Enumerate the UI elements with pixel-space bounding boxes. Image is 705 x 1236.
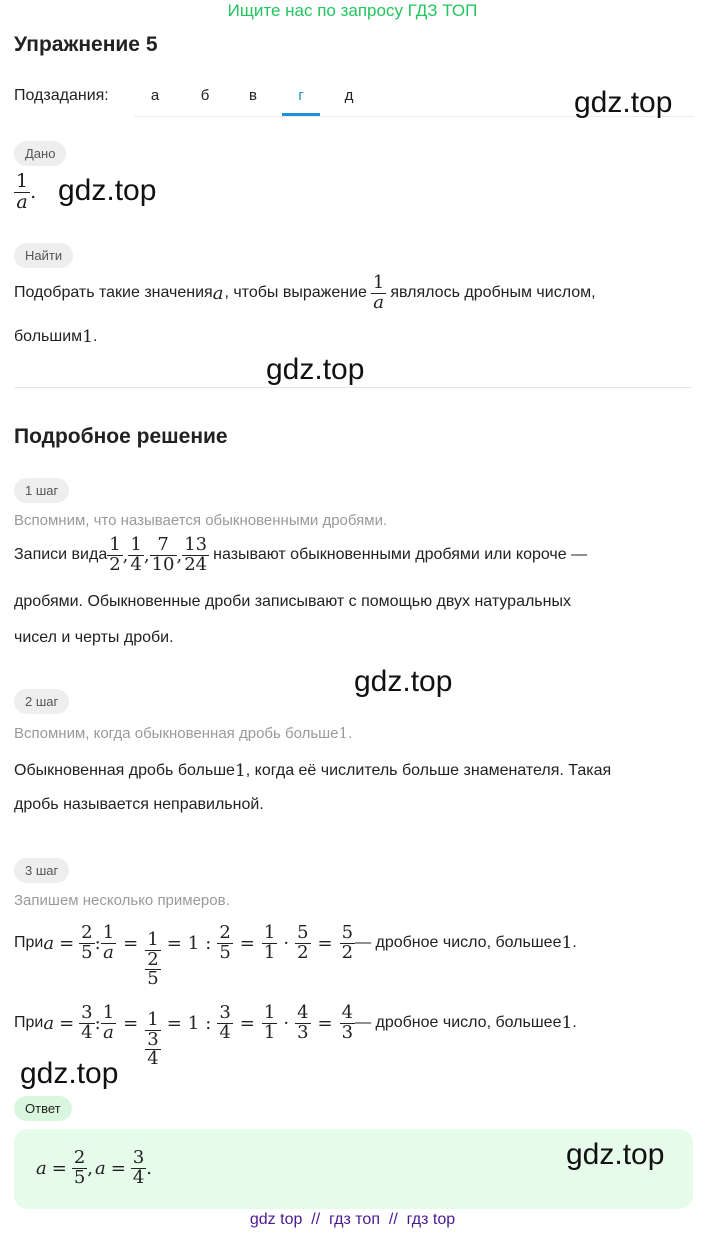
given-tag: Дано <box>14 141 66 166</box>
a-numerator: 2 <box>81 921 93 943</box>
watermark: gdz.top <box>354 665 453 698</box>
example-one: 1 <box>561 933 573 953</box>
step2-hint <box>14 724 352 742</box>
fraction-numerator: 1 <box>109 534 121 555</box>
step1-tag: 1 шаг <box>14 478 69 503</box>
find-numerator: 1 <box>372 272 385 293</box>
tab-g[interactable]: г <box>282 80 320 116</box>
answer-numerator: 3 <box>132 1147 145 1168</box>
watermark: gdz.top <box>58 174 157 207</box>
example-end: . <box>572 934 577 951</box>
tab-a[interactable]: а <box>150 87 160 104</box>
step1-after: называют обыкновенными дробями или короче — <box>213 546 588 564</box>
find-text-b: , чтобы выражение <box>224 284 367 302</box>
find-var: a <box>212 282 224 304</box>
step2-one: 1 <box>234 761 246 781</box>
tab-d[interactable]: д <box>344 87 354 104</box>
given-dot: . <box>30 181 37 204</box>
step1-line3: чисел и черты дроби. <box>14 629 174 646</box>
find-denominator: a <box>373 291 384 313</box>
step2-line2: дробь называется неправильной. <box>14 796 264 813</box>
step2-line1 <box>14 761 611 781</box>
find-one: 1 <box>82 327 93 347</box>
a-numerator: 3 <box>81 1001 93 1023</box>
subtasks-label: Подзадания: <box>14 87 109 104</box>
fraction-numerator: 1 <box>130 534 142 555</box>
fraction-denominator: 10 <box>151 553 175 575</box>
find-text-line1 <box>14 274 596 313</box>
given-denominator: a <box>16 190 28 213</box>
find-text-d: большим <box>14 328 83 345</box>
example-1: При a = $\frac{2}{5}$ : $\frac{1}{a}$ = $\frac{1}{\frac{2}{5}}$ = 1 : $\frac{2}{5}$ = $\frac{1}{1}$ · $\frac{5}{2}$ = $\frac{5}{2}$ — дробное число, большее 1 . <box>14 921 577 990</box>
given-expression <box>14 172 36 213</box>
example-tail: — дробное число, большее <box>355 1014 562 1031</box>
find-text-c: являлось дробным числом, <box>390 284 596 302</box>
step2-text-a: Обыкновенная дробь больше <box>14 762 235 779</box>
given-numerator: 1 <box>16 170 29 192</box>
fraction-numerator: 7 <box>157 534 169 555</box>
find-text-e: . <box>92 328 98 345</box>
step2-tag: 2 шаг <box>14 689 69 714</box>
step2-hint-text: Вспомним, когда обыкновенная дробь больше <box>14 724 339 742</box>
answer-numerator: 2 <box>73 1147 86 1168</box>
exercise-title: Упражнение 5 <box>14 33 158 56</box>
watermark: gdz.top <box>20 1057 119 1090</box>
find-text-a: Подобрать такие значения <box>14 284 213 302</box>
example-one: 1 <box>561 1013 573 1033</box>
example-end: . <box>572 1014 577 1031</box>
step1-line1: Записи вида $\frac{1}{2}$ , $\frac{1}{4}$ , $\frac{7}{10}$ , $\frac{13}{24}$ называют обыкновенными дробями или короче — <box>14 534 588 575</box>
find-fraction <box>371 274 386 313</box>
fraction-denominator: 2 <box>109 553 121 575</box>
fraction-1-2 <box>107 536 122 575</box>
example-2: При a = $\frac{3}{4}$ : $\frac{1}{a}$ = $\frac{1}{\frac{3}{4}}$ = 1 : $\frac{3}{4}$ = $\frac{1}{1}$ · $\frac{4}{3}$ = $\frac{4}{3}$ — дробное число, большее 1 . <box>14 1001 577 1070</box>
example-prefix: При <box>14 1014 44 1031</box>
step1-lead: Записи вида <box>14 546 108 564</box>
divider <box>14 387 692 388</box>
tab-b[interactable]: б <box>200 87 210 104</box>
example-prefix: При <box>14 934 44 951</box>
fraction-denominator: 4 <box>130 553 142 575</box>
tab-v[interactable]: в <box>249 87 257 104</box>
fraction-7-10 <box>150 536 177 575</box>
top-banner: Ищите нас по запросу ГДЗ ТОП <box>227 1 478 20</box>
step2-text-b: , когда её числитель больше знаменателя. Такая <box>245 762 612 779</box>
watermark: gdz.top <box>266 353 365 386</box>
footer: gdz top // гдз топ // гдз top <box>249 1211 456 1228</box>
a-denominator: 4 <box>81 1021 93 1043</box>
fraction-1-4 <box>128 536 143 575</box>
watermark: gdz.top <box>566 1138 665 1171</box>
fraction-13-24 <box>182 536 209 575</box>
step2-hint-one: 1 <box>338 724 349 742</box>
answer-tag: Ответ <box>14 1096 72 1121</box>
fraction-numerator: 13 <box>184 534 208 555</box>
answer-denominator: 4 <box>132 1166 145 1188</box>
answer-expression: a = $\frac{2}{5}$ , a = $\frac{3}{4}$ . <box>36 1147 153 1188</box>
solution-title: Подробное решение <box>14 425 228 448</box>
step1-hint: Вспомним, что называется обыкновенными дробями. <box>14 512 388 529</box>
fraction-denominator: 24 <box>184 553 208 575</box>
watermark: gdz.top <box>574 86 673 119</box>
answer-denominator: 5 <box>73 1166 86 1188</box>
step3-hint: Запишем несколько примеров. <box>14 892 230 909</box>
a-denominator: 5 <box>81 941 93 963</box>
find-tag: Найти <box>14 243 73 268</box>
step1-line2: дробями. Обыкновенные дроби записывают с помощью двух натуральных <box>14 593 571 610</box>
example-tail: — дробное число, большее <box>355 934 562 951</box>
step2-hint-end: . <box>348 724 353 742</box>
find-text-line2 <box>14 327 97 347</box>
step3-tag: 3 шаг <box>14 858 69 883</box>
